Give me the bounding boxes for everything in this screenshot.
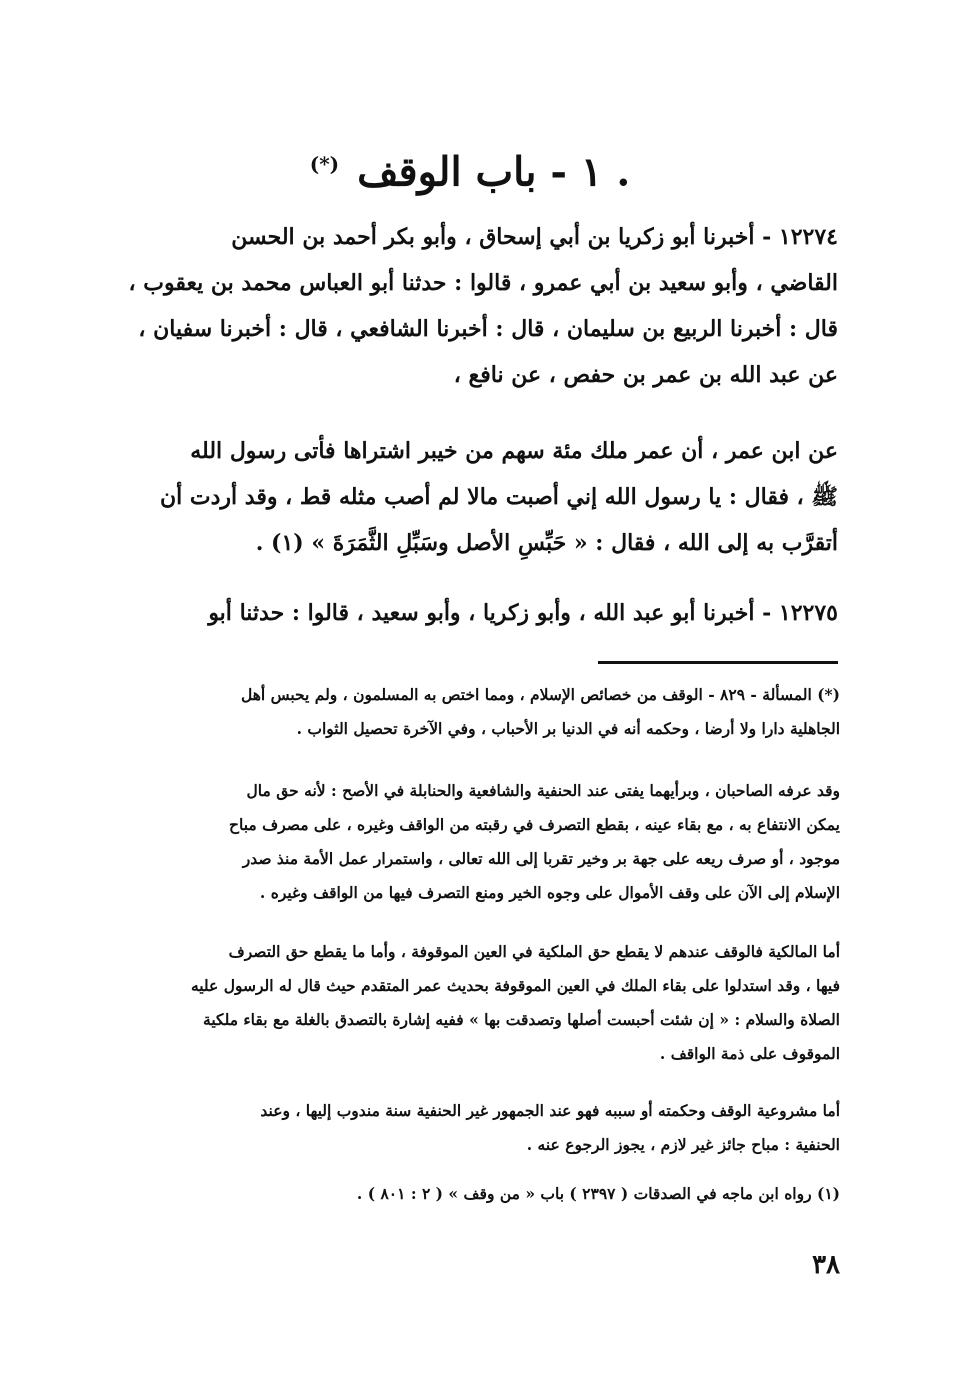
footnote-line: (١) رواه ابن ماجه في الصدقات ( ٢٣٩٧ ) باب « من وقف » ( ٢ : ٨٠١ ) . (356, 1184, 840, 1203)
text-line: عن عبد الله بن عمر بن حفص ، عن نافع ، (453, 362, 838, 388)
footnote-line: أما مشروعية الوقف وحكمته أو سببه فهو عند الجمهور غير الحنفية سنة مندوب إليها ، وعند (260, 1101, 840, 1120)
footnote-line: (*) المسألة - ٨٢٩ - الوقف من خصائص الإسلام ، ومما اختص به المسلمون ، ولم يحبس أهل (240, 685, 840, 704)
page-number: ٣٨ (812, 1250, 840, 1280)
footnote-line: وقد عرفه الصاحبان ، وبرأيهما يفتى عند الحنفية والشافعية والحنابلة في الأصح : لأنه حق مال (246, 781, 840, 800)
text-line: أتقرَّب به إلى الله ، فقال : « حَبِّسِ الأصل وسَبِّلِ الثَّمَرَةَ » (١) . (255, 530, 838, 556)
hadith-12274-matn (98, 428, 838, 566)
chapter-footnote-marker: (*) (309, 152, 340, 176)
footnote-line: موجود ، أو صرف ريعه على جهة بر وخير تقربا إلى الله تعالى ، واستمرار عمل الأمة منذ صدر (242, 849, 840, 868)
footnote-line: الموقوف على ذمة الواقف . (659, 1044, 840, 1063)
text-line: ﷺ ، فقال : يا رسول الله إني أصبت مالا لم أصب مثله قط ، وقد أردت أن (159, 484, 838, 510)
footnote-line: يمكن الانتفاع به ، مع بقاء عينه ، بقطع التصرف في رقبته من الواقف وغيره ، على مصرف مباح (229, 815, 840, 834)
footnote-masala-829 (100, 678, 840, 746)
footnote-line: أما المالكية فالوقف عندهم لا يقطع حق الملكية في العين الموقوفة ، وأما ما يقطع حق التصرف (228, 942, 840, 961)
footnote-hanafi-definition (100, 774, 840, 910)
footnote-line: الحنفية : مباح جائز غير لازم ، يجوز الرجوع عنه . (526, 1135, 840, 1154)
footnote-line: الإسلام إلى الآن على وقف الأموال على وجوه الخير ومنع التصرف فيها من الواقف وغيره . (259, 883, 840, 902)
footnote-source-reference (100, 1177, 840, 1211)
footnote-line: الجاهلية دارا ولا أرضا ، وحكمه أنه في الدنيا بر الأحباب ، وفي الآخرة تحصيل الثواب . (296, 719, 840, 738)
footnote-legitimacy (100, 1094, 840, 1162)
hadith-12275-isnad (98, 590, 838, 636)
footnote-line: فيها ، وقد استدلوا على بقاء الملك في العين الموقوفة بحديث عمر المتقدم حيث قال له الرسول عليه (190, 976, 840, 995)
footnote-divider (598, 661, 838, 664)
hadith-12274-isnad (98, 214, 838, 398)
chapter-heading-text: . ١ - باب الوقف (357, 148, 631, 196)
text-line: ١٢٢٧٤ - أخبرنا أبو زكريا بن أبي إسحاق ، وأبو بكر أحمد بن الحسن (231, 224, 838, 250)
footnote-maliki-view (100, 935, 840, 1071)
text-line: ١٢٢٧٥ - أخبرنا أبو عبد الله ، وأبو زكريا ، وأبو سعيد ، قالوا : حدثنا أبو (208, 600, 838, 626)
chapter-title (100, 140, 840, 196)
text-line: عن ابن عمر ، أن عمر ملك مئة سهم من خيبر اشتراها فأتى رسول الله (190, 438, 838, 464)
footnote-line: الصلاة والسلام : « إن شئت أحبست أصلها وتصدقت بها » ففيه إشارة بالتصدق بالغلة مع بقاء ملكية (203, 1010, 840, 1029)
text-line: القاضي ، وأبو سعيد بن أبي عمرو ، قالوا : حدثنا أبو العباس محمد بن يعقوب ، (128, 270, 838, 296)
text-line: قال : أخبرنا الربيع بن سليمان ، قال : أخبرنا الشافعي ، قال : أخبرنا سفيان ، (138, 316, 838, 342)
